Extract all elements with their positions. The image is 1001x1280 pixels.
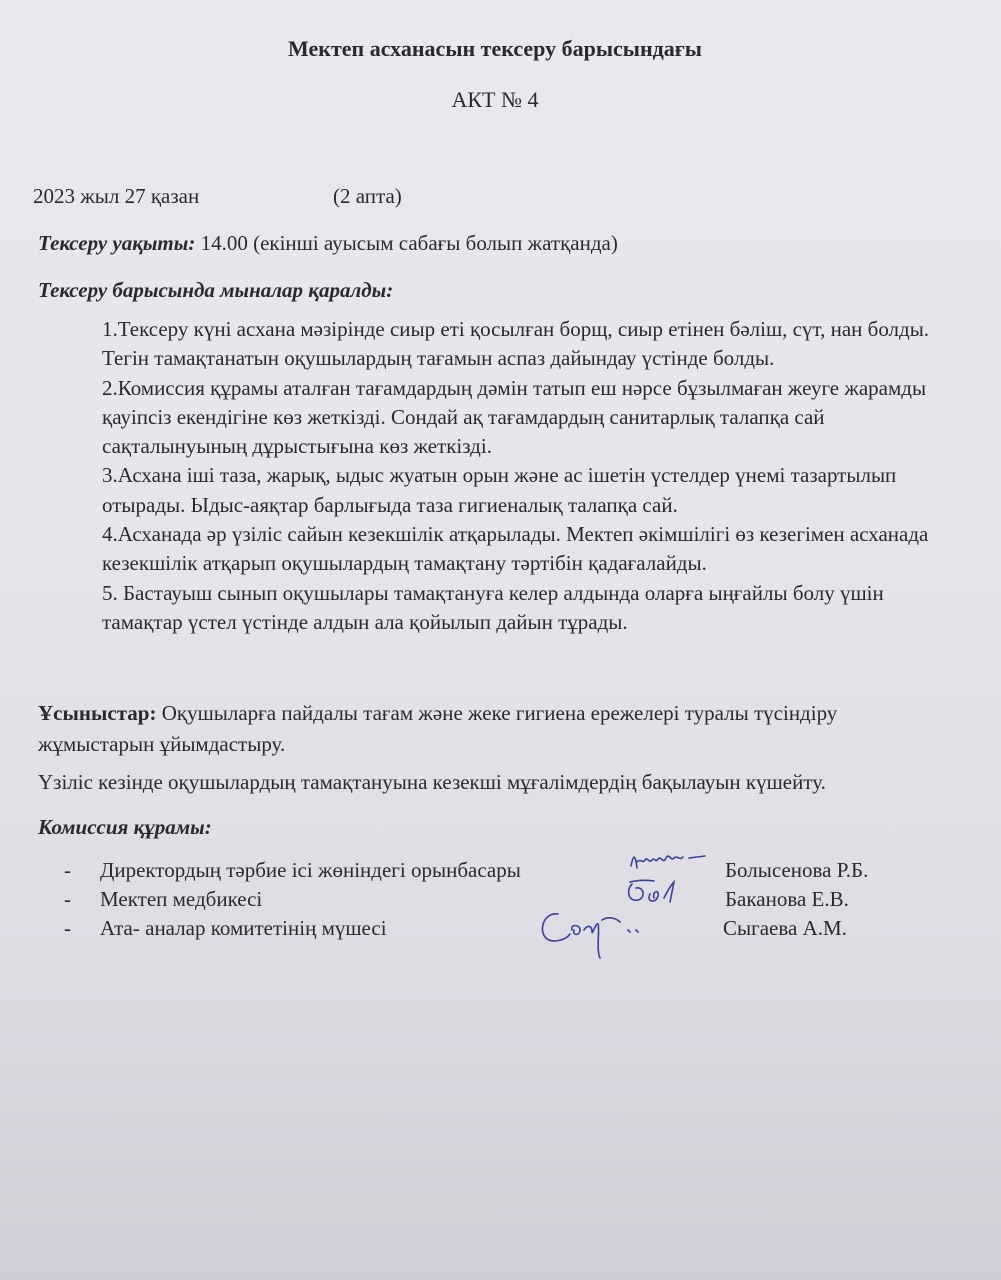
document-date: 2023 жыл 27 қазан bbox=[33, 184, 200, 208]
recommendations-text: Оқушыларға пайдалы тағам және жеке гигиена ережелері туралы түсіндіру жұмыстарын ұйымдастыру. bbox=[38, 701, 838, 756]
document-title: Мектеп асханасын тексеру барысындағы bbox=[288, 36, 702, 61]
member-role: Ата- аналар комитетінің мүшесі bbox=[100, 916, 387, 940]
commission-member bbox=[64, 884, 944, 914]
findings-list bbox=[102, 315, 962, 637]
member-role: Мектеп медбикесі bbox=[100, 887, 263, 911]
member-name: Болысенова Р.Б. bbox=[725, 858, 869, 882]
finding-item: 5. Бастауыш сынып оқушылары тамақтануға келер алдында оларға ыңғайлы болу үшін тамақтар үстел үстінде алдын ала қойылып дайын тұрады. bbox=[102, 580, 884, 634]
finding-item: 1.Тексеру күні асхана мәзірінде сиыр еті қосылған борщ, сиыр етінен бәліш, сүт, нан болды. Тегін тамақтанатын оқушылардың тағамын аспаз дайындау үстінде болды. bbox=[102, 317, 930, 371]
member-name: Сыгаева А.М. bbox=[723, 916, 847, 940]
signature-3 bbox=[536, 900, 656, 962]
list-dash: - bbox=[64, 916, 71, 940]
considered-heading: Тексеру барысында мыналар қаралды: bbox=[38, 278, 394, 302]
finding-item: 3.Асхана іші таза, жарық, ыдыс жуатын орын және ас ішетін үстелдер үнемі тазартылып отырады. Ыдыс-аяқтар барлығыда таза гигиеналық талапқа сай. bbox=[102, 463, 897, 517]
act-number: АКТ № 4 bbox=[451, 87, 539, 112]
inspection-time-label: Тексеру уақыты: bbox=[38, 231, 196, 255]
recommendations bbox=[38, 698, 938, 760]
finding-item: 4.Асханада әр үзіліс сайын кезекшілік атқарылады. Мектеп әкімшілігі өз кезегімен асханада кезекшілік атқарып оқушылардың тамақтану тәртібін қадағалайды. bbox=[102, 522, 929, 576]
inspection-time-value: 14.00 (екінші ауысым сабағы болып жатқанда) bbox=[195, 231, 618, 255]
list-dash: - bbox=[64, 887, 71, 911]
commission-member bbox=[64, 855, 944, 885]
inspection-time bbox=[38, 228, 618, 258]
commission-member bbox=[64, 913, 944, 943]
commission-heading: Комиссия құрамы: bbox=[38, 815, 212, 839]
finding-item: 2.Комиссия құрамы аталған тағамдардың дәмін татып еш нәрсе бұзылмаған жеуге жарамды қауіпсіз екендігіне көз жеткізді. Сондай ақ тағамдардың санитарлық талапқа сай сақталынуының дұрыстығына көз жеткізді. bbox=[102, 375, 927, 459]
member-role: Директордың тәрбие ісі жөніндегі орынбасары bbox=[100, 858, 521, 882]
member-name: Баканова Е.В. bbox=[725, 887, 849, 911]
list-dash: - bbox=[64, 858, 71, 882]
document-week: (2 апта) bbox=[333, 184, 402, 208]
recommendations-text-2: Үзіліс кезінде оқушылардың тамақтануына кезекші мұғалімдердің бақылауын күшейту. bbox=[38, 770, 826, 794]
recommendations-label: Ұсыныстар: bbox=[38, 701, 157, 725]
